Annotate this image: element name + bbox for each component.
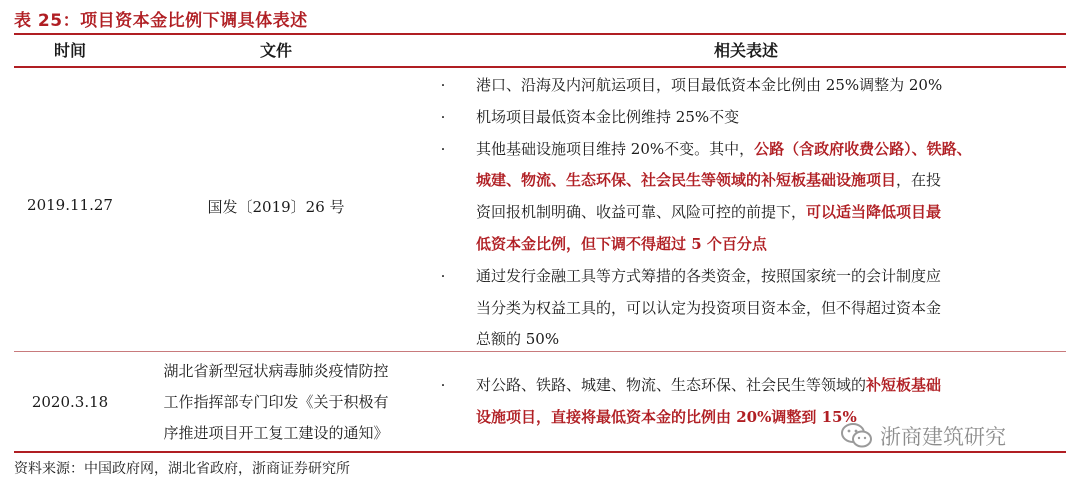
row1-bullet-3-highlight: 公路（含政府收费公路）、铁路、 [754, 139, 972, 158]
row1-bullet-3-line-4 [426, 229, 1066, 261]
row1-bullet-4-text: 当分类为权益工具的，可以认定为投资项目资本金，但不得超过资本金 [476, 298, 942, 317]
row1-bullet-4 [426, 261, 1066, 293]
bullet-dot: · [440, 266, 446, 285]
row2-bullet-1-text: 对公路、铁路、城建、物流、生态环保、社会民生等领域的 [476, 376, 867, 394]
row1-bullet-3-line-3 [426, 197, 1066, 229]
row1-descriptions [426, 70, 1066, 356]
row2-bullet-1-highlight: 设施项目，直接将最低资本金的比例由 20%调整到 15% [476, 407, 857, 426]
header-document: 文件 [259, 41, 292, 60]
row1-time: 2019.11.27 [27, 196, 113, 214]
row1-bullet-4-line-2 [426, 293, 1066, 325]
row1-bullet-4-text: 总额的 50% [476, 330, 560, 349]
row2-document-line-1: 湖北省新型冠状病毒肺炎疫情防控 [163, 362, 389, 380]
row1-bullet-3-highlight: 低资本金比例，但下调不得超过 5 个百分点 [476, 234, 767, 253]
row1-bullet-4-text: 通过发行金融工具等方式筹措的各类资金，按照国家统一的会计制度应 [476, 266, 942, 285]
row1-bullet-1 [426, 70, 1066, 102]
header-description: 相关表述 [713, 41, 778, 60]
row1-bullet-3-line-2 [426, 165, 1066, 197]
row1-bullet-3-highlight: 城建、物流、生态环保、社会民生等领域的补短板基础设施项目 [476, 171, 897, 190]
row2-document-line-2: 工作指挥部专门印发《关于积极有 [163, 393, 389, 411]
row1-bullet-1-text: 港口、沿海及内河航运项目，项目最低资本金比例由 25%调整为 20% [476, 76, 943, 94]
watermark-text: 浙商建筑研究 [880, 425, 1006, 449]
row-divider [14, 351, 1066, 352]
bullet-dot: · [440, 76, 446, 94]
table-title: 表 25：项目资本金比例下调具体表述 [14, 11, 308, 31]
watermark [840, 416, 1006, 456]
bullet-dot: · [440, 376, 446, 394]
row1-bullet-3-highlight: 可以适当降低项目最 [806, 203, 942, 222]
row2-document-line-3: 序推进项目开工复工建设的通知》 [163, 424, 389, 442]
bullet-dot: · [440, 139, 446, 158]
row1-bullet-3-text: 资回报机制明确、收益可靠、风险可控的前提下， [476, 203, 807, 222]
header-rule [14, 66, 1066, 68]
row2-document [126, 356, 426, 449]
source-note: 资料来源：中国政府网，湖北省政府，浙商证券研究所 [14, 461, 350, 477]
wechat-icon [840, 422, 874, 450]
row2-bullet-1 [426, 370, 1066, 402]
row1-bullet-2-text: 机场项目最低资本金比例维持 25%不变 [476, 107, 740, 126]
bullet-dot: · [440, 107, 446, 126]
row1-bullet-3-text: ，在投 [896, 171, 942, 190]
row1-bullet-3 [426, 134, 1066, 166]
header-time: 时间 [53, 41, 86, 60]
row2-time: 2020.3.18 [31, 393, 109, 411]
row1-document: 国发〔2019〕26 号 [207, 198, 345, 216]
row2-bullet-1-highlight: 补短板基础 [866, 376, 942, 394]
row1-bullet-3-text: 其他基础设施项目维持 20%不变。其中， [476, 139, 755, 158]
row1-bullet-2 [426, 102, 1066, 134]
